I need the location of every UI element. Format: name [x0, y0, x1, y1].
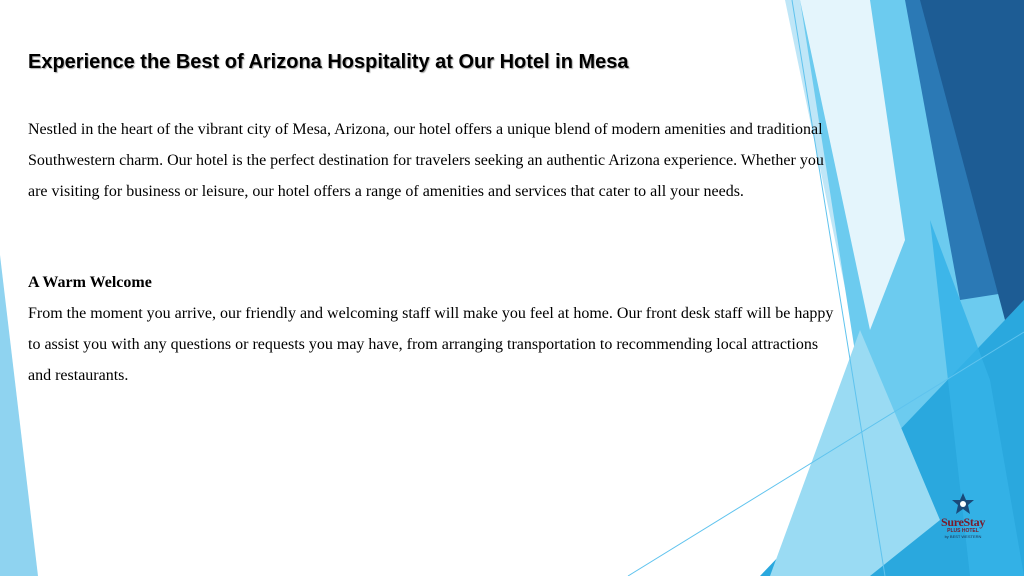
- logo-brand: SureStay: [940, 515, 986, 529]
- section-heading: A Warm Welcome: [28, 274, 152, 291]
- slide-title: Experience the Best of Arizona Hospitality at Our Hotel in Mesa: [28, 51, 629, 73]
- hotel-logo: [926, 492, 1000, 552]
- logo-subtitle: PLUS HOTEL: [947, 528, 979, 534]
- intro-paragraph: Nestled in the heart of the vibrant city of Mesa, Arizona, our hotel offers a unique blend of modern amenities and traditional Southwestern charm. Our hotel is the perfect destination for travelers seeking an authentic Arizona experience. Whether you are visiting for business or leisure, our hotel offers a range of amenities and services that cater to all your needs.: [28, 121, 824, 200]
- logo-byline: by BEST WESTERN: [944, 534, 982, 539]
- star-logo-icon: [951, 492, 975, 516]
- section-body: From the moment you arrive, our friendly and welcoming staff will make you feel at home. Our front desk staff will be happy to assist you with any questions or requests you may have, from arranging transportation to recommending local attractions and restaurants.: [28, 305, 834, 384]
